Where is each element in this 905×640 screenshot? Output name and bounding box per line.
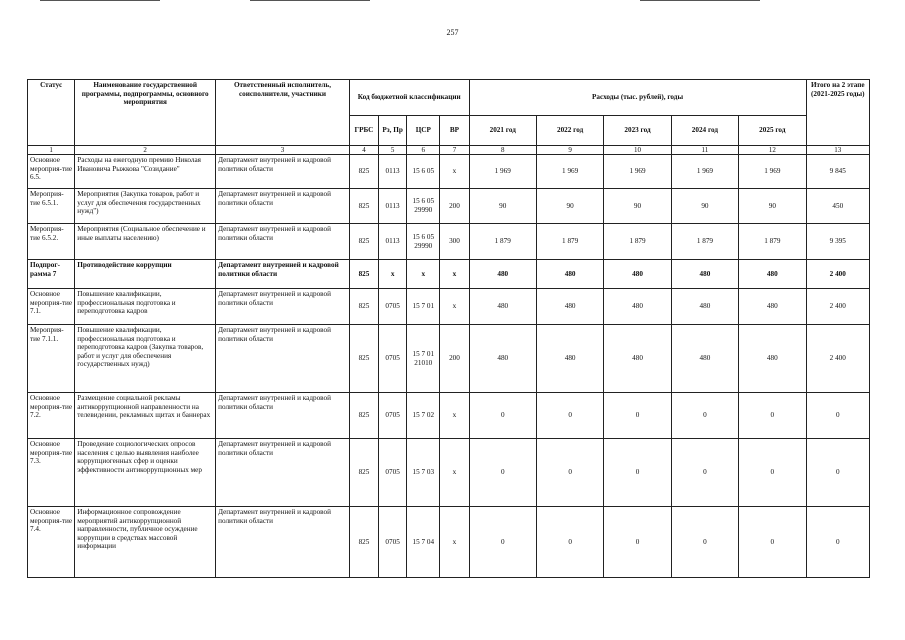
y2023-cell: 0 [604, 439, 671, 507]
rzpr-cell: 0113 [379, 224, 407, 260]
grbs-cell: 825 [349, 189, 378, 224]
y2025-cell: 1 879 [739, 224, 806, 260]
status-cell: Основное мероприя-тие 7.4. [28, 507, 75, 578]
header-executor: Ответственный исполнитель, соисполнители, участники [216, 80, 350, 146]
table-row [28, 260, 870, 289]
table-row [28, 507, 870, 578]
y2024-cell: 480 [671, 289, 738, 325]
header-budget-code: Код бюджетной классификации [349, 80, 469, 116]
vr-cell: 200 [440, 189, 469, 224]
header-expenses: Расходы (тыс. рублей), годы [469, 80, 806, 116]
y2022-cell: 0 [536, 393, 603, 439]
y2022-cell: 90 [536, 189, 603, 224]
y2025-cell: 0 [739, 507, 806, 578]
csr-cell: 15 7 01 [407, 289, 440, 325]
status-cell: Основное мероприя-тие 7.2. [28, 393, 75, 439]
executor-cell: Департамент внутренней и кадровой политики области [216, 507, 350, 578]
csr-cell: 15 6 05 29990 [407, 224, 440, 260]
header-grbs: ГРБС [349, 116, 378, 146]
csr-cell: 15 6 05 [407, 155, 440, 189]
y2021-cell: 0 [469, 507, 536, 578]
rzpr-cell: 0113 [379, 155, 407, 189]
vr-cell: x [440, 507, 469, 578]
y2024-cell: 1 879 [671, 224, 738, 260]
grbs-cell: 825 [349, 393, 378, 439]
vr-cell: x [440, 439, 469, 507]
executor-cell: Департамент внутренней и кадровой политики области [216, 439, 350, 507]
y2021-cell: 480 [469, 325, 536, 393]
vr-cell: x [440, 155, 469, 189]
y2022-cell: 0 [536, 507, 603, 578]
status-cell: Основное мероприя-тие 7.1. [28, 289, 75, 325]
y2024-cell: 0 [671, 393, 738, 439]
total-cell: 9 395 [806, 224, 869, 260]
header-csr: ЦСР [407, 116, 440, 146]
rzpr-cell: 0705 [379, 439, 407, 507]
executor-cell: Департамент внутренней и кадровой политики области [216, 393, 350, 439]
grbs-cell: 825 [349, 439, 378, 507]
executor-cell: Департамент внутренней и кадровой политики области [216, 155, 350, 189]
header-total: Итого на 2 этапе (2021-2025 годы) [806, 80, 869, 146]
col-index: 2 [75, 146, 216, 155]
y2024-cell: 0 [671, 507, 738, 578]
csr-cell: 15 7 02 [407, 393, 440, 439]
status-cell: Мероприя-тие 6.5.1. [28, 189, 75, 224]
csr-cell: 15 6 05 29990 [407, 189, 440, 224]
y2025-cell: 480 [739, 289, 806, 325]
name-cell: Информационное сопровождение мероприятий антикоррупционной направленности, публичное осуждение коррупции в средствах массовой информации [75, 507, 216, 578]
grbs-cell: 825 [349, 289, 378, 325]
y2023-cell: 0 [604, 393, 671, 439]
total-cell: 0 [806, 507, 869, 578]
header-name: Наименование государственной программы, подпрограммы, основного мероприятия [75, 80, 216, 146]
grbs-cell: 825 [349, 507, 378, 578]
budget-table [27, 79, 870, 578]
y2023-cell: 0 [604, 507, 671, 578]
executor-cell: Департамент внутренней и кадровой политики области [216, 189, 350, 224]
col-index: 11 [671, 146, 738, 155]
header-2021: 2021 год [469, 116, 536, 146]
col-index: 7 [440, 146, 469, 155]
y2022-cell: 480 [536, 260, 603, 289]
y2024-cell: 90 [671, 189, 738, 224]
vr-cell: x [440, 393, 469, 439]
header-2022: 2022 год [536, 116, 603, 146]
y2022-cell: 0 [536, 439, 603, 507]
table-row [28, 189, 870, 224]
csr-cell: 15 7 01 21010 [407, 325, 440, 393]
name-cell: Повышение квалификации, профессиональная подготовка и переподготовка кадров (Закупка товаров, работ и услуг для обеспечения государственных нужд) [75, 325, 216, 393]
col-index: 9 [536, 146, 603, 155]
total-cell: 0 [806, 393, 869, 439]
header-status: Статус [28, 80, 75, 146]
total-cell: 450 [806, 189, 869, 224]
name-cell: Мероприятия (Закупка товаров, работ и услуг для обеспечения государственных нужд") [75, 189, 216, 224]
table-row [28, 439, 870, 507]
status-cell: Мероприя-тие 6.5.2. [28, 224, 75, 260]
y2021-cell: 480 [469, 260, 536, 289]
y2022-cell: 480 [536, 289, 603, 325]
status-cell: Мероприя-тие 7.1.1. [28, 325, 75, 393]
grbs-cell: 825 [349, 325, 378, 393]
total-cell: 2 400 [806, 260, 869, 289]
table-row [28, 289, 870, 325]
col-index: 3 [216, 146, 350, 155]
page-number: 257 [446, 28, 459, 37]
y2022-cell: 480 [536, 325, 603, 393]
col-index: 5 [379, 146, 407, 155]
name-cell: Мероприятия (Социальное обеспечение и иные выплаты населению) [75, 224, 216, 260]
total-cell: 0 [806, 439, 869, 507]
y2021-cell: 0 [469, 393, 536, 439]
header-rzpr: Рз, Пр [379, 116, 407, 146]
y2025-cell: 0 [739, 439, 806, 507]
y2024-cell: 0 [671, 439, 738, 507]
header-2025: 2025 год [739, 116, 806, 146]
name-cell: Расходы на ежегодную премию Николая Ивановича Рыжкова "Созидание" [75, 155, 216, 189]
y2025-cell: 480 [739, 325, 806, 393]
y2023-cell: 1 879 [604, 224, 671, 260]
total-cell: 2 400 [806, 289, 869, 325]
csr-cell: 15 7 04 [407, 507, 440, 578]
y2025-cell: 1 969 [739, 155, 806, 189]
rzpr-cell: x [379, 260, 407, 289]
col-index: 4 [349, 146, 378, 155]
executor-cell: Департамент внутренней и кадровой политики области [216, 289, 350, 325]
header-2023: 2023 год [604, 116, 671, 146]
rzpr-cell: 0705 [379, 393, 407, 439]
vr-cell: x [440, 260, 469, 289]
table-row [28, 224, 870, 260]
executor-cell: Департамент внутренней и кадровой политики области [216, 260, 350, 289]
csr-cell: x [407, 260, 440, 289]
executor-cell: Департамент внутренней и кадровой политики области [216, 224, 350, 260]
grbs-cell: 825 [349, 260, 378, 289]
col-index: 13 [806, 146, 869, 155]
vr-cell: 200 [440, 325, 469, 393]
rzpr-cell: 0705 [379, 325, 407, 393]
y2025-cell: 90 [739, 189, 806, 224]
col-index: 10 [604, 146, 671, 155]
col-index: 6 [407, 146, 440, 155]
status-cell: Основное мероприя-тие 7.3. [28, 439, 75, 507]
y2023-cell: 480 [604, 325, 671, 393]
y2024-cell: 480 [671, 260, 738, 289]
col-index: 12 [739, 146, 806, 155]
status-cell: Основное мероприя-тие 6.5. [28, 155, 75, 189]
header-vr: ВР [440, 116, 469, 146]
name-cell: Проведение социологических опросов населения с целью выявления наиболее коррупциогенных сфер и оценки эффективности антикоррупционных мер [75, 439, 216, 507]
csr-cell: 15 7 03 [407, 439, 440, 507]
y2021-cell: 480 [469, 289, 536, 325]
status-cell: Подпрог-рамма 7 [28, 260, 75, 289]
y2023-cell: 480 [604, 260, 671, 289]
y2024-cell: 480 [671, 325, 738, 393]
col-index: 1 [28, 146, 75, 155]
y2022-cell: 1 969 [536, 155, 603, 189]
executor-cell: Департамент внутренней и кадровой политики области [216, 325, 350, 393]
y2021-cell: 1 969 [469, 155, 536, 189]
rzpr-cell: 0705 [379, 289, 407, 325]
total-cell: 9 845 [806, 155, 869, 189]
col-index: 8 [469, 146, 536, 155]
y2024-cell: 1 969 [671, 155, 738, 189]
y2025-cell: 480 [739, 260, 806, 289]
table-row [28, 325, 870, 393]
total-cell: 2 400 [806, 325, 869, 393]
rzpr-cell: 0113 [379, 189, 407, 224]
table-row [28, 393, 870, 439]
column-index-row [28, 146, 870, 155]
y2023-cell: 1 969 [604, 155, 671, 189]
y2021-cell: 90 [469, 189, 536, 224]
y2022-cell: 1 879 [536, 224, 603, 260]
y2025-cell: 0 [739, 393, 806, 439]
vr-cell: x [440, 289, 469, 325]
vr-cell: 300 [440, 224, 469, 260]
table-row [28, 155, 870, 189]
name-cell: Противодействие коррупции [75, 260, 216, 289]
y2021-cell: 0 [469, 439, 536, 507]
header-2024: 2024 год [671, 116, 738, 146]
name-cell: Размещение социальной рекламы антикоррупционной направленности на телевидении, рекламных щитах и баннерах [75, 393, 216, 439]
grbs-cell: 825 [349, 155, 378, 189]
table-body [28, 155, 870, 578]
y2023-cell: 90 [604, 189, 671, 224]
name-cell: Повышение квалификации, профессиональная подготовка и переподготовка кадров [75, 289, 216, 325]
rzpr-cell: 0705 [379, 507, 407, 578]
grbs-cell: 825 [349, 224, 378, 260]
y2021-cell: 1 879 [469, 224, 536, 260]
y2023-cell: 480 [604, 289, 671, 325]
